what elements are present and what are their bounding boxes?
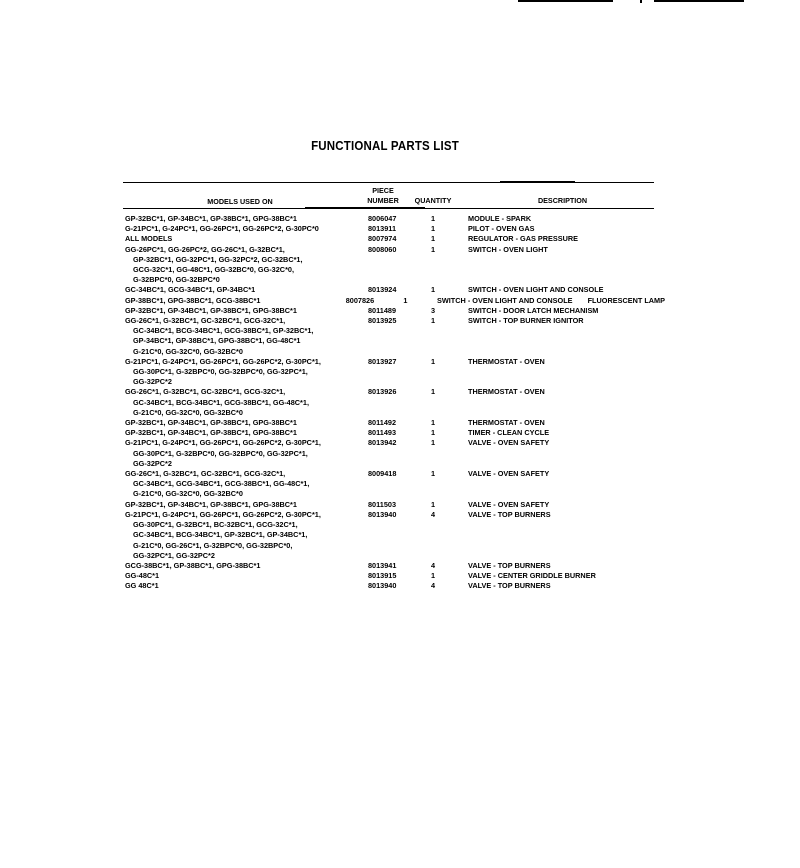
description-cell <box>468 571 665 581</box>
models-line: GP-32BC*1, GG-32PC*1, GG-32PC*2, GC-32BC*1, <box>133 254 303 264</box>
models-line: G-21C*0, GG-32C*0, GG-32BC*0 <box>133 407 243 417</box>
quantity: 4 <box>431 560 436 570</box>
models-line: GCG-38BC*1, GP-38BC*1, GPG-38BC*1 <box>125 560 261 570</box>
col-header-quantity: QUANTITY <box>414 196 452 205</box>
description-line: VALVE - OVEN SAFETY <box>468 499 550 509</box>
quantity: 1 <box>431 438 436 448</box>
table-row <box>125 428 665 438</box>
piece-number: 8013915 <box>368 571 397 581</box>
table-row <box>125 306 665 316</box>
quantity: 1 <box>431 316 436 326</box>
description-cell <box>468 469 665 500</box>
table-row <box>125 561 665 571</box>
description-cell <box>468 418 665 428</box>
piece-number: 8007826 <box>345 295 375 305</box>
description-line: FLUORESCENT LAMP <box>587 295 666 305</box>
col-header-piece-line2: NUMBER <box>367 196 399 205</box>
quantity: 1 <box>431 428 436 438</box>
quantity: 1 <box>431 234 436 244</box>
models-line: G-21C*0, GG-32C*0, GG-32BC*0 <box>133 346 243 356</box>
description-line: SWITCH - OVEN LIGHT AND CONSOLE <box>437 295 573 305</box>
description-line: VALVE - CENTER GRIDDLE BURNER <box>468 571 596 581</box>
models-line: G-21PC*1, G-24PC*1, GG-26PC*1, GG-26PC*2, G-30PC*1, <box>125 438 321 448</box>
models-cell <box>125 500 368 510</box>
models-cell <box>125 357 368 388</box>
models-line: GCG-32C*1, GG-48C*1, GG-32BC*0, GG-32C*0, <box>133 265 294 275</box>
piece-number: 8013924 <box>368 285 397 295</box>
models-cell <box>125 245 368 286</box>
piece-number: 8013941 <box>368 560 397 570</box>
table-row <box>125 224 665 234</box>
models-cell <box>125 510 368 561</box>
models-line: GP-32BC*1, GP-34BC*1, GP-38BC*1, GPG-38BC*1 <box>125 499 297 509</box>
table-row <box>125 316 665 357</box>
description-line: REGULATOR - GAS PRESSURE <box>468 234 579 244</box>
table-row <box>125 438 665 469</box>
models-line: GC-34BC*1, BCG-34BC*1, GCG-38BC*1, GG-48C*1, <box>133 397 309 407</box>
piece-number: 8011489 <box>368 305 397 315</box>
models-line: GP-32BC*1, GP-34BC*1, GP-38BC*1, GPG-38BC*1 <box>125 214 297 223</box>
piece-number: 8013940 <box>368 509 397 519</box>
table-row <box>125 214 665 224</box>
description-cell <box>468 387 665 418</box>
quantity: 3 <box>431 305 436 315</box>
models-line: GG 48C*1 <box>125 581 159 591</box>
models-line: GP-34BC*1, GP-38BC*1, GPG-38BC*1, GG-48C*1 <box>133 336 301 346</box>
description-line: VALVE - OVEN SAFETY <box>468 469 550 479</box>
models-line: GG-30PC*1, G-32BPC*0, GG-32BPC*0, GG-32PC*1, <box>133 367 308 377</box>
table-row <box>125 387 665 418</box>
quantity: 1 <box>431 244 436 254</box>
description-cell <box>468 438 665 469</box>
models-line: GG-26C*1, G-32BC*1, GC-32BC*1, GCG-32C*1, <box>125 316 286 326</box>
description-cell <box>468 234 665 244</box>
models-cell <box>125 581 368 591</box>
table-row <box>125 500 665 510</box>
models-cell <box>125 234 368 244</box>
table-row <box>125 357 665 388</box>
description-line: SWITCH - TOP BURNER IGNITOR <box>468 316 584 326</box>
quantity: 1 <box>431 356 436 366</box>
models-line: GC-34BC*1, GCG-34BC*1, GCG-38BC*1, GG-48C*1, <box>133 479 310 489</box>
quantity: 1 <box>431 499 436 509</box>
piece-number: 8007974 <box>368 234 397 244</box>
page-title: FUNCTIONAL PARTS LIST <box>311 139 459 153</box>
models-line: GC-34BC*1, GCG-34BC*1, GP-34BC*1 <box>125 285 256 295</box>
models-line: GP-32BC*1, GP-34BC*1, GP-38BC*1, GPG-38BC*1 <box>125 418 297 428</box>
models-cell <box>125 387 368 418</box>
table-row <box>125 418 665 428</box>
description-cell <box>468 561 665 571</box>
models-cell <box>125 428 368 438</box>
description-line: MODULE - SPARK <box>468 214 532 223</box>
quantity: 1 <box>431 224 436 234</box>
table-row <box>125 469 665 500</box>
table-row <box>125 234 665 244</box>
models-cell <box>125 571 368 581</box>
description-line: SWITCH - OVEN LIGHT <box>468 244 548 254</box>
table-row <box>125 245 665 286</box>
table-row <box>125 296 665 306</box>
table-row <box>125 581 665 591</box>
quantity: 1 <box>431 214 436 223</box>
quantity: 1 <box>431 387 436 397</box>
description-cell <box>468 285 665 295</box>
description-line: PILOT - OVEN GAS <box>468 224 535 234</box>
piece-number: 8011492 <box>368 418 397 428</box>
models-line: ALL MODELS <box>125 234 173 244</box>
header-top-rule-accent <box>500 181 575 183</box>
models-line: GG-26PC*1, GG-26PC*2, GG-26C*1, G-32BC*1, <box>125 244 285 254</box>
quantity: 1 <box>431 571 436 581</box>
col-header-piece-line1: PIECE <box>372 186 394 195</box>
description-line: THERMOSTAT - OVEN <box>468 356 545 366</box>
piece-number: 8013926 <box>368 387 397 397</box>
description-line: VALVE - TOP BURNERS <box>468 581 551 591</box>
models-line: GG-32PC*1, GG-32PC*2 <box>133 550 215 560</box>
models-line: G-21PC*1, G-24PC*1, GG-26PC*1, GG-26PC*2, G-30PC*1, <box>125 356 321 366</box>
table-row <box>125 571 665 581</box>
models-line: G-21PC*1, G-24PC*1, GG-26PC*1, GG-26PC*2, G-30PC*1, <box>125 509 321 519</box>
models-cell <box>125 561 368 571</box>
description-line: SWITCH - DOOR LATCH MECHANISM <box>468 305 599 315</box>
description-cell <box>468 224 665 234</box>
quantity: 4 <box>431 509 436 519</box>
parts-table <box>125 214 665 592</box>
models-line: G-21PC*1, G-24PC*1, GG-26PC*1, GG-26PC*2, G-30PC*0 <box>125 224 319 234</box>
models-line: GC-34BC*1, BCG-34BC*1, GCG-38BC*1, GP-32BC*1, <box>133 326 314 336</box>
description-cell <box>468 316 665 357</box>
table-row <box>125 285 665 295</box>
piece-number: 8013927 <box>368 356 397 366</box>
description-cell <box>468 500 665 510</box>
piece-number: 8009418 <box>368 469 397 479</box>
col-header-models: MODELS USED ON <box>207 197 273 206</box>
scan-mark-top-left <box>518 0 613 2</box>
description-line: SWITCH - OVEN LIGHT AND CONSOLE <box>468 285 604 295</box>
models-cell <box>125 306 368 316</box>
models-line: GC-34BC*1, BCG-34BC*1, GP-32BC*1, GP-34BC*1, <box>133 530 308 540</box>
scan-mark-top-tick <box>640 0 642 3</box>
models-line: G-21C*0, GG-32C*0, GG-32BC*0 <box>133 489 243 499</box>
models-cell <box>125 316 368 357</box>
quantity: 1 <box>403 295 408 305</box>
models-line: GP-32BC*1, GP-34BC*1, GP-38BC*1, GPG-38BC*1 <box>125 428 297 438</box>
models-line: GG-30PC*1, G-32BC*1, BC-32BC*1, GCG-32C*1, <box>133 520 298 530</box>
description-line: VALVE - OVEN SAFETY <box>468 438 550 448</box>
models-line: GG-32PC*2 <box>133 377 172 387</box>
piece-number: 8013940 <box>368 581 397 591</box>
models-cell <box>125 214 368 224</box>
quantity: 1 <box>431 285 436 295</box>
description-cell <box>468 428 665 438</box>
models-line: GG-32PC*2 <box>133 458 172 468</box>
col-header-description: DESCRIPTION <box>537 196 588 205</box>
models-line: GP-32BC*1, GP-34BC*1, GP-38BC*1, GPG-38BC*1 <box>125 305 297 315</box>
quantity: 4 <box>431 581 436 591</box>
description-cell <box>468 510 665 561</box>
piece-number: 8008060 <box>368 244 397 254</box>
models-line: G-21C*0, GG-26C*1, G-32BPC*0, GG-32BPC*0, <box>133 540 293 550</box>
description-cell <box>468 306 665 316</box>
models-cell <box>125 438 368 469</box>
models-cell <box>125 285 368 295</box>
models-cell <box>125 469 368 500</box>
header-bottom-rule-accent <box>305 207 425 209</box>
models-cell <box>125 224 368 234</box>
models-line: G-32BPC*0, GG-32BPC*0 <box>133 275 220 285</box>
description-line: VALVE - TOP BURNERS <box>468 560 551 570</box>
models-line: GP-38BC*1, GPG-38BC*1, GCG-38BC*1 <box>125 295 261 305</box>
piece-number: 8013942 <box>368 438 397 448</box>
models-line: GG-26C*1, G-32BC*1, GC-32BC*1, GCG-32C*1, <box>125 387 286 397</box>
description-cell <box>468 245 665 286</box>
description-cell <box>468 357 665 388</box>
quantity: 1 <box>431 469 436 479</box>
description-cell <box>437 296 665 306</box>
models-line: GG-30PC*1, G-32BPC*0, GG-32BPC*0, GG-32PC*1, <box>133 448 308 458</box>
piece-number: 8011493 <box>368 428 397 438</box>
models-line: GG-48C*1 <box>125 571 160 581</box>
models-cell <box>125 296 346 306</box>
description-line: THERMOSTAT - OVEN <box>468 418 545 428</box>
description-cell <box>468 214 665 224</box>
quantity: 1 <box>431 418 436 428</box>
table-row <box>125 510 665 561</box>
description-line: TIMER - CLEAN CYCLE <box>468 428 550 438</box>
description-line: THERMOSTAT - OVEN <box>468 387 545 397</box>
piece-number: 8013911 <box>368 224 397 234</box>
description-cell <box>468 581 665 591</box>
models-cell <box>125 418 368 428</box>
scan-mark-top-right <box>654 0 744 2</box>
description-line: VALVE - TOP BURNERS <box>468 509 551 519</box>
piece-number: 8013925 <box>368 316 397 326</box>
piece-number: 8011503 <box>368 499 397 509</box>
piece-number: 8006047 <box>368 214 397 223</box>
models-line: GG-26C*1, G-32BC*1, GC-32BC*1, GCG-32C*1, <box>125 469 286 479</box>
